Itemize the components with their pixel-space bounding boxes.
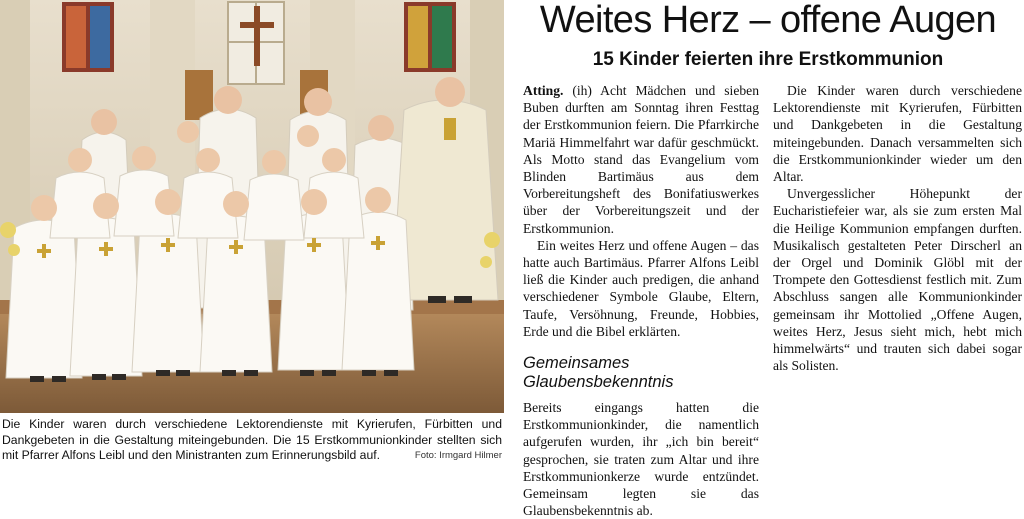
article-subheadline: 15 Kinder feierten ihre Erstkommunion — [592, 49, 944, 70]
dateline: Atting. — [523, 83, 564, 98]
article-paragraph: Die Kinder waren durch verschiedene Lektorendienste mit Kyrierufen, Fürbitten und Dankgebeten in die Gestaltung miteingebunden. Danach versammelten sich die Erstkommunionkinder wieder um den Altar. — [773, 83, 1022, 185]
stained-glass-window — [404, 2, 456, 72]
article-photo — [0, 0, 504, 413]
photo-credit: Foto: Irmgard Hilmer — [409, 448, 502, 464]
article-paragraph: Ein weites Herz und offene Augen – das hatte auch Bartimäus. Pfarrer Alfons Leibl ließ die Kinder auch predigen, die anhand verschiedener Symbole Glaube, Eltern, Taufe, Versöhnung, Freunde, Hobbies, Erde und die Bibel erklärten. — [523, 237, 759, 339]
article-paragraph-text: (ih) Acht Mädchen und sieben Buben durften am Sonntag ihren Festtag der Erstkommunion feiern. Die Pfarrkirche Mariä Himmelfahrt war dafür geschmückt. Als Motto stand das Evangelium vom Blinden Bartimäus aus dem Vorbereitungsheft des Bonifatiuswerkes über der Vorbereitungszeit und der Erstkommunion. — [523, 83, 759, 236]
photo-caption-text: Die Kinder waren durch verschiedene Lektorendienste mit Kyrierufen, Fürbitten und Dankgebeten in die Gestaltung miteingebunden. Die 15 Erstkommunionkinder stellten sich mit Pfarrer Alfons Leibl und den Ministranten zum Erinnerungsbild auf. — [2, 417, 502, 463]
article-headline: Weites Herz – offene Augen — [539, 0, 997, 41]
article-paragraph: Bereits eingangs hatten die Erstkommunionkinder, die namentlich aufgerufen wurden, ihr „ich bin bereit“ gesprochen, sie traten zum Altar und ihre Erstkommunionkerze wurde entzündet. Gemeinsam legten sie das Glaubensbekenntnis ab. — [523, 400, 759, 519]
article-column-1 — [523, 82, 759, 519]
group-photo-illustration — [0, 0, 504, 413]
section-heading: Gemeinsames Glaubensbekenntnis — [523, 354, 674, 392]
article-paragraph — [523, 82, 759, 237]
article-paragraph: Unvergesslicher Höhepunkt der Eucharistiefeier war, als sie zum ersten Mal die Heilige Kommunion empfangen durften. Musikalisch gestalteten Peter Dirscherl an der Orgel und Dominik Glöbl mit der Trompete den Gottesdienst festlich mit. Zum Abschluss sangen alle Kommunionkinder gemeinsam ihr Mottolied „Offene Augen, weites Herz, Jesus sieht mich, hebt mich himmelwärts“ und trauten sich dabei sogar als Solisten. — [773, 186, 1022, 374]
photo-caption — [2, 417, 502, 464]
article-column-2 — [773, 82, 1022, 374]
stained-glass-window — [62, 2, 114, 72]
